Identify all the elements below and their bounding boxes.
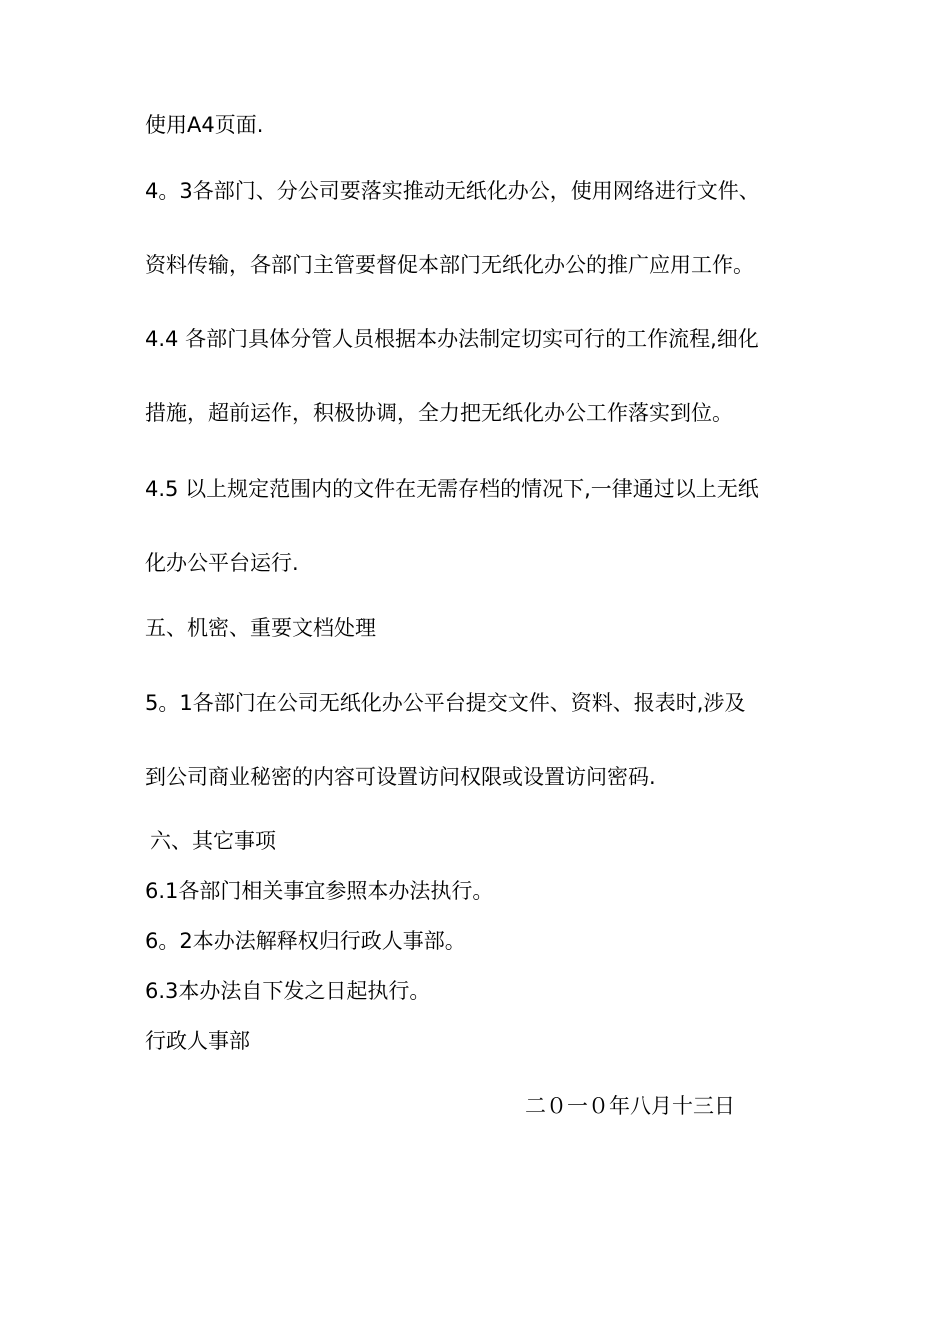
paragraph-line: 到公司商业秘密的内容可设置访问权限或设置访问密码.	[145, 765, 656, 789]
paragraph-line: 措施，超前运作，积极协调，全力把无纸化办公工作落实到位。	[145, 401, 733, 425]
paragraph-line: 4.5 以上规定范围内的文件在无需存档的情况下,一律通过以上无纸	[145, 477, 759, 501]
section-heading-5: 五、机密、重要文档处理	[145, 616, 376, 640]
paragraph-line: 化办公平台运行.	[145, 551, 299, 575]
paragraph-line: 4。3各部门、分公司要落实推动无纸化办公，使用网络进行文件、	[145, 179, 760, 203]
issue-date: 二０一０年八月十三日	[525, 1094, 735, 1118]
paragraph-line: 资料传输，各部门主管要督促本部门无纸化办公的推广应用工作。	[145, 253, 754, 277]
paragraph-line: 4.4 各部门具体分管人员根据本办法制定切实可行的工作流程,细化	[145, 327, 759, 351]
section-heading-6: 六、其它事项	[150, 829, 276, 853]
paragraph-line: 6.1各部门相关事宜参照本办法执行。	[145, 879, 494, 903]
paragraph-line: 使用A4页面.	[145, 113, 264, 137]
paragraph-line: 6.3本办法自下发之日起执行。	[145, 979, 431, 1003]
paragraph-line: 6。2本办法解释权归行政人事部。	[145, 929, 466, 953]
paragraph-line: 5。1各部门在公司无纸化办公平台提交文件、资料、报表时,涉及	[145, 691, 746, 715]
issuer-department: 行政人事部	[145, 1029, 250, 1053]
